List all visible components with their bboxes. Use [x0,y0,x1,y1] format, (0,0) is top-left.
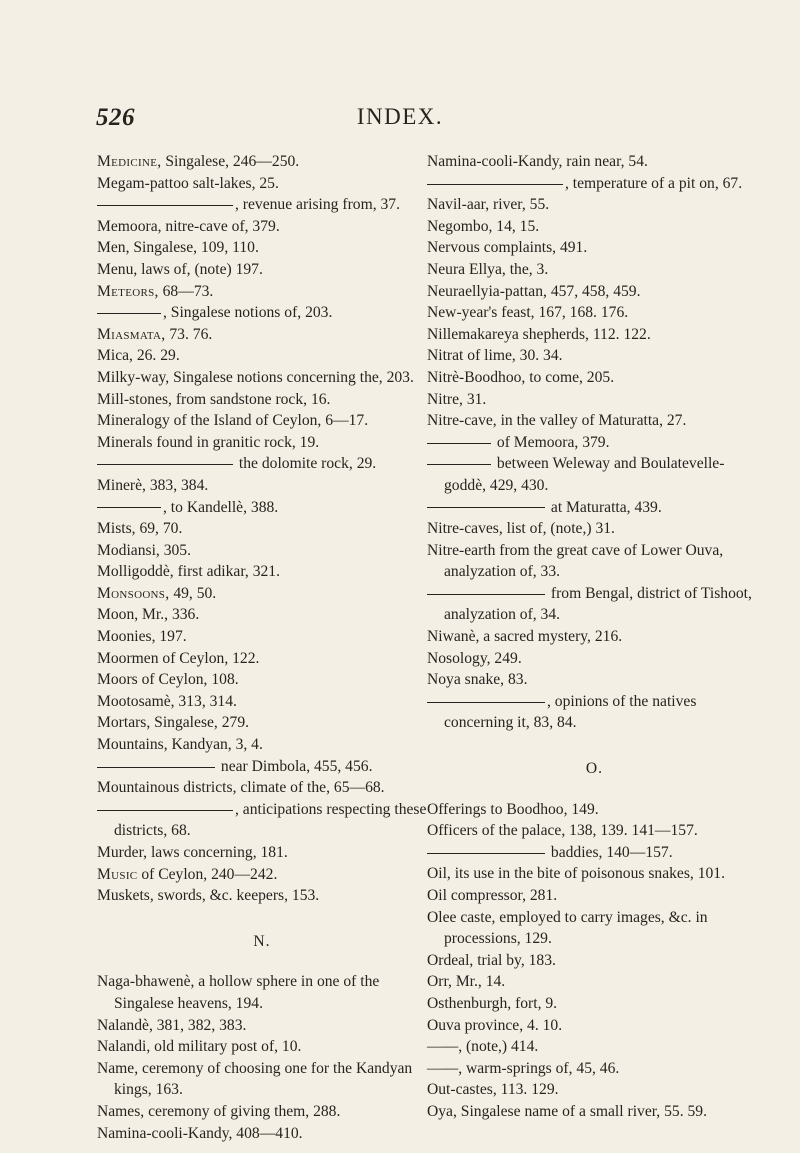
index-entry [427,669,762,691]
entry-text: Moors of Ceylon, 108. [97,671,239,689]
index-entry [427,799,762,821]
entry-text: Minerè, 383, 384. [97,476,209,494]
index-entry [427,259,762,281]
index-entry [427,173,762,195]
index-entry [427,497,762,519]
ditto-rule [97,313,161,314]
entry-text: Nitre-cave, in the valley of Maturatta, 27. [427,412,687,430]
entry-text: Murder, laws concerning, 181. [97,844,288,861]
index-entry [97,1123,427,1145]
index-entry [97,259,427,281]
entry-text: Molligoddè, first adikar, 321. [97,563,281,581]
entry-text: Olee caste, employed to carry images, &c. in processions, 129. [427,908,708,948]
index-entry [427,324,762,346]
entry-text: Men, Singalese, 109, 110. [97,239,259,257]
entry-headword: Miasmata, [97,325,166,343]
index-entry [427,648,762,670]
entry-text: Namina-cooli-Kandy, rain near, 54. [427,153,648,170]
ditto-rule [427,184,563,185]
index-entry [427,1015,762,1037]
entry-text: , opinions of the natives concerning it, 83, 84. [444,692,697,732]
ditto-rule [427,853,545,854]
entry-text: Name, ceremony of choosing one for the Kandyan kings, 163. [97,1059,413,1099]
entry-text: Nitrat of lime, 30. 34. [427,347,563,365]
entry-text: from Bengal, district of Tishoot, analyzation of, 34. [444,584,752,624]
index-entry [97,864,427,886]
ditto-rule [427,507,545,508]
left-column [97,151,427,1144]
index-entry [427,281,762,303]
entry-text: Moonies, 197. [97,628,187,646]
entry-text: Nillemakareya shepherds, 112. 122. [427,325,651,343]
entry-text: Mists, 69, 70. [97,520,183,538]
index-entry [427,820,762,842]
entry-text: Moon, Mr., 336. [97,606,200,624]
entry-text: Namina-cooli-Kandy, 408—410. [97,1124,303,1142]
entry-text: , temperature of a pit on, 67. [565,174,743,192]
entry-text: Mootosamè, 313, 314. [97,692,237,710]
entry-text: Mica, 26. 29. [97,347,180,365]
index-entry [97,1058,427,1101]
entry-text: ——, warm-springs of, 45, 46. [427,1059,620,1077]
entry-text: the dolomite rock, 29. [235,455,377,473]
index-entry [427,691,762,734]
index-entry [427,1036,762,1058]
entry-text: 73. 76. [165,325,213,343]
ditto-rule [427,443,491,444]
entry-text: between Weleway and Boulatevelle-goddè, 429, 430. [444,455,725,494]
index-entry [97,324,427,346]
index-entry [427,410,762,432]
entry-text: Ordeal, trial by, 183. [427,951,556,969]
index-entry [427,453,762,496]
index-entry [427,345,762,367]
index-entry [97,497,427,519]
index-entry [427,518,762,540]
entry-text: Neura Ellya, the, 3. [427,260,549,278]
entry-headword: Music [97,865,138,883]
entry-text: Nervous complaints, 491. [427,239,588,257]
entry-text: Noya snake, 83. [427,671,528,689]
entry-text: Nalandè, 381, 382, 383. [97,1016,247,1034]
ditto-rule [97,205,233,206]
index-entry [97,885,427,907]
entry-text: Nitre, 31. [427,390,487,408]
entry-text: Singalese, 246—250. [161,153,300,170]
entry-text: Mountains, Kandyan, 3, 4. [97,736,263,754]
ditto-rule [97,810,233,811]
entry-headword: Medicine, [97,153,162,170]
entry-text: Oil compressor, 281. [427,887,558,904]
entry-text: Oil, its use in the bite of poisonous snakes, 101. [427,865,725,883]
entry-text: Neuraellyia-pattan, 457, 458, 459. [427,282,641,300]
index-entry [427,842,762,864]
entry-text: Memoora, nitre-cave of, 379. [97,217,280,235]
index-entry [427,432,762,454]
entry-text: , anticipations respecting these districts, 68. [114,800,427,840]
section-heading: O. [585,760,604,778]
index-entry [427,971,762,993]
index-entry [97,712,427,734]
entry-text: Nitre-earth from the great cave of Lower Ouva, analyzation of, 33. [427,541,724,581]
entry-text: Megam-pattoo salt-lakes, 25. [97,174,279,192]
entry-text: Nitrè-Boodhoo, to come, 205. [427,368,615,386]
index-entry [97,691,427,713]
index-entry [97,604,427,626]
index-entry [97,971,427,1014]
index-entry [427,885,762,907]
index-entry [97,561,427,583]
entry-text: ——, (note,) 414. [427,1038,539,1056]
index-entry [427,1058,762,1080]
entry-headword: Monsoons, [97,584,170,602]
index-entry [97,648,427,670]
entry-text: Officers of the palace, 138, 139. 141—157. [427,822,698,840]
index-entry [97,475,427,497]
page-header [0,104,800,134]
index-entry [427,194,762,216]
entry-text: Milky-way, Singalese notions concerning the, 203. [97,368,414,386]
entry-text: Offerings to Boodhoo, 149. [427,800,599,818]
entry-text: of Memoora, 379. [493,433,610,451]
index-entry [427,151,762,173]
index-entry [427,863,762,885]
index-entry [97,842,427,864]
index-entry [97,777,427,799]
index-entry [427,367,762,389]
index-entry [97,367,427,389]
entry-text: Oya, Singalese name of a small river, 55. 59. [427,1102,707,1120]
index-entry [97,432,427,454]
index-entry [97,626,427,648]
entry-text: Orr, Mr., 14. [427,973,506,991]
entry-text: Mineralogy of the Island of Ceylon, 6—17. [97,412,369,430]
entry-text: Ouva province, 4. 10. [427,1016,563,1034]
entry-text: Negombo, 14, 15. [427,217,540,235]
entry-text: , revenue arising from, 37. [235,196,400,214]
entry-text: Nitre-caves, list of, (note,) 31. [427,520,615,538]
index-entry [97,345,427,367]
entry-text: Muskets, swords, &c. keepers, 153. [97,887,320,905]
entry-text: Names, ceremony of giving them, 288. [97,1102,341,1120]
index-entry [427,626,762,648]
index-entry [427,216,762,238]
index-entry [427,583,762,626]
index-entry [97,410,427,432]
index-entry [97,583,427,605]
entry-text: near Dimbola, 455, 456. [217,757,373,775]
section-heading: N. [253,932,271,950]
entry-text: of Ceylon, 240—242. [137,865,278,883]
entry-text: Naga-bhawenè, a hollow sphere in one of the Singalese heavens, 194. [97,973,380,1012]
entry-text: Mountainous districts, climate of the, 65—68. [97,779,385,797]
entry-text: , Singalese notions of, 203. [163,304,333,322]
index-entry [97,799,427,842]
entry-text: Menu, laws of, (note) 197. [97,260,263,278]
ditto-rule [97,507,161,508]
index-entry [427,237,762,259]
entry-text: Mill-stones, from sandstone rock, 16. [97,390,331,408]
index-entry [427,540,762,583]
entry-text: Moormen of Ceylon, 122. [97,649,260,667]
entry-text: Osthenburgh, fort, 9. [427,994,558,1012]
index-entry [97,1015,427,1037]
entry-text: Nosology, 249. [427,649,522,667]
entry-text: Modiansi, 305. [97,541,191,559]
ditto-rule [427,594,545,595]
right-column [427,151,762,1123]
running-title: INDEX. [356,104,444,129]
index-entry [97,734,427,756]
index-entry [97,237,427,259]
entry-headword: Meteors, [97,282,159,300]
index-entry [427,389,762,411]
entry-text: baddies, 140—157. [547,843,673,861]
index-entry [97,302,427,324]
entry-text: New-year's feast, 167, 168. 176. [427,304,629,322]
ditto-rule [427,702,545,703]
entry-text: Mortars, Singalese, 279. [97,714,250,732]
index-entry [427,993,762,1015]
entry-text: at Maturatta, 439. [547,498,662,516]
page-number: 526 [96,104,135,131]
index-entry [97,281,427,303]
entry-text: Out-castes, 113. 129. [427,1081,559,1099]
index-entry [427,1101,762,1123]
ditto-rule [427,464,491,465]
entry-text: Niwanè, a sacred mystery, 216. [427,628,623,646]
index-entry [97,540,427,562]
entry-text: 49, 50. [169,584,217,602]
index-entry [97,518,427,540]
index-entry [97,669,427,691]
index-entry [97,173,427,195]
entry-text: , to Kandellè, 388. [163,498,279,516]
index-entry [97,453,427,475]
index-entry [427,907,762,950]
entry-text: Minerals found in granitic rock, 19. [97,433,320,451]
index-entry [97,1101,427,1123]
index-entry [427,1079,762,1101]
index-entry [427,950,762,972]
entry-text: Navil-aar, river, 55. [427,196,550,214]
index-entry [97,216,427,238]
index-entry [427,302,762,324]
index-entry [97,1036,427,1058]
ditto-rule [97,767,215,768]
index-entry [97,756,427,778]
entry-text: Nalandi, old military post of, 10. [97,1038,302,1056]
entry-text: 68—73. [158,282,214,300]
index-entry [97,151,427,173]
index-entry [97,389,427,411]
ditto-rule [97,464,233,465]
index-entry [97,194,427,216]
